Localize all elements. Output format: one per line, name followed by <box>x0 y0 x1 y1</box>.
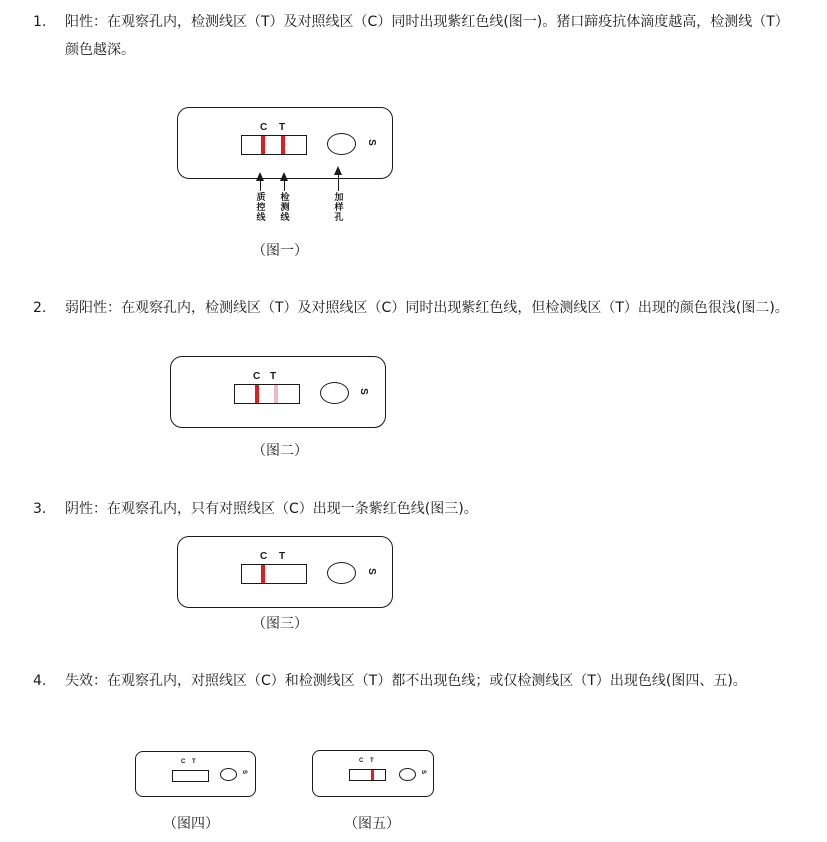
figure-2-caption: （图二） <box>252 443 308 459</box>
test-line-annotation: 检测线 <box>280 193 290 223</box>
test-cassette-figure-1 <box>177 107 393 179</box>
c-label: C <box>253 371 261 382</box>
figure-1-caption: （图一） <box>252 243 308 259</box>
result-window <box>172 770 209 782</box>
s-label: S <box>357 388 369 395</box>
arrow-up-icon <box>280 172 288 181</box>
test-cassette-figure-2 <box>170 356 386 428</box>
test-cassette-figure-4 <box>135 751 256 797</box>
item-number: 2. <box>33 300 47 316</box>
sample-well <box>320 382 349 404</box>
s-label: S <box>365 139 377 146</box>
item-number: 1. <box>33 14 47 30</box>
result-window <box>241 135 307 155</box>
sample-well <box>327 562 356 584</box>
arrow-shaft <box>338 175 339 191</box>
t-label: T <box>279 122 286 133</box>
result-window <box>234 384 300 404</box>
figure-5-caption: （图五） <box>344 816 400 832</box>
test-line <box>371 770 374 780</box>
test-cassette-figure-5 <box>312 750 434 797</box>
control-line-annotation: 质控线 <box>256 193 266 223</box>
s-label: S <box>420 769 427 775</box>
c-label: C <box>181 759 186 765</box>
t-label: T <box>192 759 196 765</box>
figure-3-caption: （图三） <box>252 616 308 632</box>
item-text: 弱阳性：在观察孔内，检测线区（T）及对照线区（C）同时出现紫红色线，但检测线区（T）出现的颜色很浅(图二)。 <box>65 300 789 316</box>
t-label: T <box>279 551 286 562</box>
control-line <box>255 385 259 403</box>
arrow-shaft <box>284 181 285 191</box>
t-label: T <box>270 371 277 382</box>
item-number: 3. <box>33 501 47 517</box>
item-text: 阳性：在观察孔内，检测线区（T）及对照线区（C）同时出现紫红色线(图一)。猪口蹄疫抗体滴度越高，检测线（T）颜色越深。 <box>65 14 789 58</box>
test-line-faint <box>274 385 278 403</box>
control-line <box>261 136 265 154</box>
item-number: 4. <box>33 673 47 689</box>
s-label: S <box>241 769 248 775</box>
arrow-up-icon <box>256 172 264 181</box>
sample-well <box>399 768 416 781</box>
sample-well-annotation: 加样孔 <box>334 193 344 223</box>
s-label: S <box>365 568 377 575</box>
result-window <box>349 769 386 781</box>
test-cassette-figure-3 <box>177 536 393 608</box>
c-label: C <box>260 551 268 562</box>
t-label: T <box>370 758 374 764</box>
test-line <box>281 136 285 154</box>
sample-well <box>327 133 356 155</box>
arrow-shaft <box>260 181 261 191</box>
arrow-up-icon <box>334 166 342 175</box>
control-line <box>261 565 265 583</box>
result-window <box>241 564 307 584</box>
c-label: C <box>260 122 268 133</box>
figure-4-caption: （图四） <box>163 816 219 832</box>
c-label: C <box>359 758 364 764</box>
item-text: 阴性：在观察孔内，只有对照线区（C）出现一条紫红色线(图三)。 <box>65 501 478 517</box>
sample-well <box>220 768 237 781</box>
item-text: 失效：在观察孔内，对照线区（C）和检测线区（T）都不出现色线；或仅检测线区（T）出现色线(图四、五)。 <box>65 673 747 689</box>
